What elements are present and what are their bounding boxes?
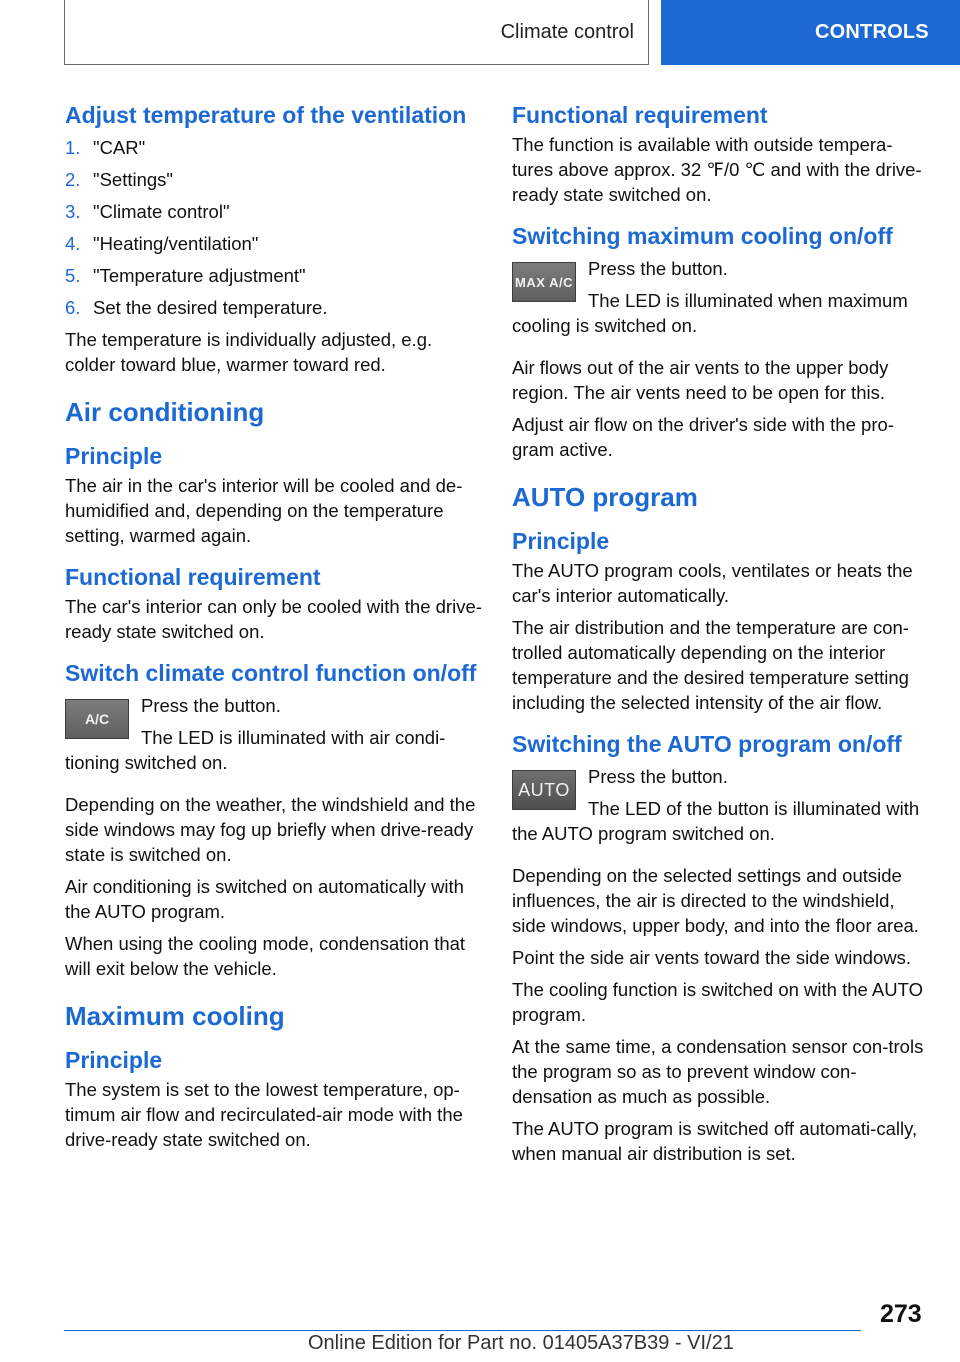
maxcool-principle-heading: Principle <box>65 1047 163 1073</box>
list-item <box>65 263 483 288</box>
maxcool-requirement-heading: Functional requirement <box>512 102 768 128</box>
ac-auto-text: Air conditioning is switched on automatically with the AUTO program. <box>65 876 464 922</box>
auto-sensor-text: At the same time, a condensation sensor con-trols the program so as to prevent window con-densation as much as possible. <box>512 1036 924 1107</box>
left-column <box>65 102 483 1159</box>
ac-requirement-text: The car's interior can only be cooled with the drive-ready state switched on. <box>65 596 482 642</box>
page-number: 273 <box>880 1300 922 1328</box>
step-number: 4. <box>65 233 81 254</box>
max-led-text: The LED is illuminated when maximum cooling is switched on. <box>512 290 908 336</box>
list-item <box>65 135 483 160</box>
auto-program-heading: AUTO program <box>512 482 698 512</box>
auto-vents-text: Point the side air vents toward the side windows. <box>512 947 911 968</box>
switch-auto-heading: Switching the AUTO program on/off <box>512 731 902 757</box>
adjust-steps-list <box>65 135 483 320</box>
auto-button-block <box>512 764 930 853</box>
ac-button-block <box>65 693 483 782</box>
auto-button-icon: AUTO <box>512 770 576 810</box>
ac-button-icon: A/C <box>65 699 129 739</box>
auto-cooling-text: The cooling function is switched on with the AUTO program. <box>512 979 923 1025</box>
step-number: 1. <box>65 137 81 158</box>
maximum-cooling-heading: Maximum cooling <box>65 1001 285 1031</box>
air-conditioning-heading: Air conditioning <box>65 397 265 427</box>
list-item <box>65 167 483 192</box>
auto-principle-heading: Principle <box>512 528 610 554</box>
ac-press-text: Press the button. <box>141 695 281 716</box>
step-text: "Settings" <box>93 169 173 190</box>
footer-edition: Online Edition for Part no. 01405A37B39 - VI/21 <box>308 1332 734 1354</box>
auto-principle-text-2: The air distribution and the temperature are con-trolled automatically depending on the interior temperature and the desired temperature setting including the selected intensity of the air flow. <box>512 617 909 713</box>
auto-press-text: Press the button. <box>588 766 728 787</box>
ac-requirement-heading: Functional requirement <box>65 564 321 590</box>
maxcool-requirement-text: The function is available with outside tempera-tures above approx. 32 ℉/0 ℃ and with the drive-ready state switched on. <box>512 134 922 205</box>
step-number: 2. <box>65 169 81 190</box>
header-chapter-tab[interactable] <box>661 0 960 65</box>
switch-climate-heading: Switch climate control function on/off <box>65 660 477 686</box>
step-number: 5. <box>65 265 81 286</box>
auto-led-text: The LED of the button is illuminated with the AUTO program switched on. <box>512 798 920 844</box>
header-section-box <box>64 0 649 65</box>
ac-led-text: The LED is illuminated with air condi-tioning switched on. <box>65 727 446 773</box>
step-text: "Heating/ventilation" <box>93 233 259 254</box>
list-item <box>65 295 483 320</box>
switch-max-cooling-heading: Switching maximum cooling on/off <box>512 223 893 249</box>
adjust-temperature-heading: Adjust temperature of the ventilation <box>65 102 467 128</box>
ac-principle-text: The air in the car's interior will be cooled and de-humidified and, depending on the temperature setting, warmed again. <box>65 475 463 546</box>
list-item <box>65 199 483 224</box>
step-text: Set the desired temperature. <box>93 297 328 318</box>
step-text: "CAR" <box>93 137 146 158</box>
ac-condensation-text: When using the cooling mode, condensation that will exit below the vehicle. <box>65 933 466 979</box>
ac-principle-heading: Principle <box>65 443 163 469</box>
max-press-text: Press the button. <box>588 258 728 279</box>
max-airflow-text: Air flows out of the air vents to the upper body region. The air vents need to be open for this. <box>512 357 889 403</box>
ac-fog-text: Depending on the weather, the windshield and the side windows may fog up briefly when drive-ready state is switched on. <box>65 794 476 865</box>
header-section-title: Climate control <box>500 20 634 43</box>
step-text: "Climate control" <box>93 201 230 222</box>
step-text: "Temperature adjustment" <box>93 265 306 286</box>
maxcool-principle-text: The system is set to the lowest temperature, op-timum air flow and recirculated-air mode with the drive-ready state switched on. <box>65 1079 463 1150</box>
list-item <box>65 231 483 256</box>
max-driver-text: Adjust air flow on the driver's side with the pro-gram active. <box>512 414 894 460</box>
auto-principle-text-1: The AUTO program cools, ventilates or heats the car's interior automatically. <box>512 560 913 606</box>
header-chapter-title: CONTROLS <box>815 21 929 43</box>
step-number: 3. <box>65 201 81 222</box>
auto-off-text: The AUTO program is switched off automati-cally, when manual air distribution is set. <box>512 1118 918 1164</box>
step-number: 6. <box>65 297 81 318</box>
auto-distribution-text: Depending on the selected settings and outside influences, the air is directed to the windshield, side windows, upper body, and into the floor area. <box>512 865 919 936</box>
adjust-temperature-text: The temperature is individually adjusted, e.g. colder toward blue, warmer toward red. <box>65 329 433 375</box>
max-ac-button-icon: MAX A/C <box>512 262 576 302</box>
footer-divider <box>64 1330 861 1331</box>
right-column <box>512 102 930 1173</box>
max-ac-button-block <box>512 256 930 345</box>
